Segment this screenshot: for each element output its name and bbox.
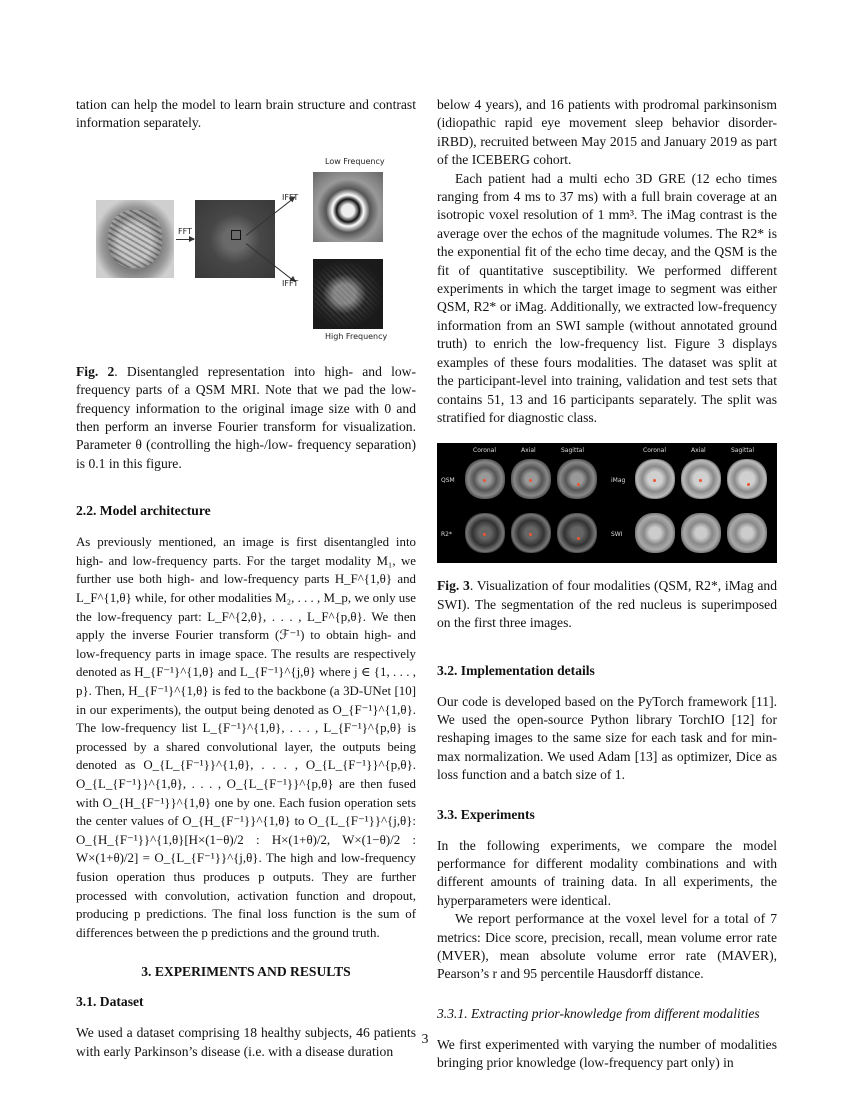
figure-2-caption	[76, 363, 416, 473]
col-header-sagittal-right: Sagittal	[731, 447, 755, 455]
low-frequency-box	[231, 230, 241, 240]
ifft-label-bottom: IFFT	[282, 278, 299, 288]
ifft-label-top: IFFT	[282, 192, 299, 202]
section-3-3-1-body: We first experimented with varying the number of modalities bringing prior knowledge (low-frequency part only) in	[437, 1036, 777, 1071]
section-3-2-heading: 3.2. Implementation details	[437, 662, 595, 678]
section-3-1-body: We used a dataset comprising 18 healthy subjects, 46 patients with early Parkinson’s disease (i.e. with a disease duration	[76, 1025, 416, 1059]
low-frequency-image	[313, 172, 383, 242]
right-column	[437, 96, 777, 1073]
col-header-coronal: Coronal	[473, 447, 497, 455]
section-3-1-heading: 3.1. Dataset	[76, 994, 144, 1010]
swi-axial-image	[681, 513, 721, 553]
dataset-paragraph-1: below 4 years), and 16 patients with prodromal parkinsonism (idiopathic rapid eye movement sleep behavior disorder-iRBD), recruited between May 2015 and January 2019 as part of the ICEBERG cohort.	[437, 97, 777, 168]
col-header-coronal-right: Coronal	[643, 447, 667, 455]
figure-3-caption	[437, 577, 777, 632]
section-2-2-body: As previously mentioned, an image is first disentangled into high- and low-frequency parts. For the target modality M₁, we further use both high- and low-frequency parts H_F^{1,θ} and L_F^{1,θ} while, for other modalities M₂, . . . , M_p, we only use the low-frequency part: L_F^{2,θ}, . . . , L_F^{p,θ}. We then apply the inverse Fourier transform (ℱ⁻¹) to obtain high- and low-frequency parts in image space. The results are respectively denoted as H_{F⁻¹}^{1,θ} and L_{F⁻¹}^{j,θ} where j ∈ {1, . . . , p}. Then, H_{F⁻¹}^{1,θ} is fed to the backbone (a 3D-UNet [10] in our experiments), the output being denoted as O_{F⁻¹}^{1,θ}. The low-frequency list L_{F⁻¹}^{1,θ}, . . . , L_{F⁻¹}^{p,θ} is processed by a shared convolutional layer, the outputs being denoted as O_{L_{F⁻¹}}^{1,θ}, . . . , O_{L_{F⁻¹}}^{p,θ}. O_{L_{F⁻¹}}^{1,θ}, . . . , O_{L_{F⁻¹}}^{p,θ} are then fused with O_{H_{F⁻¹}}^{1,θ} one by one. Each fusion operation sets the center values of O_{H_{F⁻¹}}^{1,θ} to O_{L_{F⁻¹}}^{j,θ}: O_{H_{F⁻¹}}^{1,θ}[H×(1−θ)/2 : H×(1+θ)/2, W×(1−θ)/2 : W×(1+θ)/2] = O_{L_{F⁻¹}}^{j,θ}. The high and low-frequency fusion operation thus produces p outputs. They are further processed with convolution, activation function and dropout, producing p predictions. The final loss function is the sum of differences between the p predictions and the ground truth.	[76, 535, 416, 940]
left-column	[76, 96, 416, 1061]
figure-3-caption-label: Fig. 3	[437, 578, 470, 594]
dataset-paragraph-2: Each patient had a multi echo 3D GRE (12 echo times ranging from 4 ms to 37 ms) with a full brain coverage at an isotropic voxel resolution of 1 mm³. The iMag contrast is the average over the echos of the magnitude volumes. The R2* is the exponential fit of the echo time decay, and the QSM is the fit of quantitative susceptibility. We performed different experiments in which the target image to segment was either QSM, R2* or iMag. Additionally, we extracted low-frequency information from an SWI sample (without annotated ground truth) to enrich the low-frequency list. Figure 3 displays examples of these fours modalities. The dataset was split at the participant-level into training, validation and test sets that contains 51, 13 and 16 participants separately. The split was stratified for diagnostic class.	[437, 170, 777, 425]
figure-3-right-panel	[607, 443, 777, 563]
qsm-sagittal-image	[557, 459, 597, 499]
intro-paragraph: tation can help the model to learn brain structure and contrast information separately.	[76, 97, 416, 131]
swi-sagittal-image	[727, 513, 767, 553]
col-header-sagittal: Sagittal	[561, 447, 585, 455]
figure-3-left-panel	[437, 443, 607, 563]
high-frequency-image	[313, 259, 383, 329]
qsm-axial-image	[511, 459, 551, 499]
row-label-imag: iMag	[611, 477, 626, 485]
fft-label: FFT	[178, 226, 192, 236]
figure-3	[437, 443, 777, 563]
page-number: 3	[421, 1031, 429, 1046]
section-3-2-body: Our code is developed based on the PyTorch framework [11]. We used the open-source Python library TorchIO [12] for reshaping images to the same size for each task and for min-max normalization. We used Adam [13] as optimizer, Dice as loss function and a batch size of 1.	[437, 693, 777, 783]
imag-coronal-image	[635, 459, 675, 499]
fft-arrow	[176, 239, 194, 240]
row-label-swi: SWI	[611, 531, 623, 539]
swi-coronal-image	[635, 513, 675, 553]
imag-sagittal-image	[727, 459, 767, 499]
section-3-heading: 3. EXPERIMENTS AND RESULTS	[141, 964, 351, 980]
low-frequency-label: Low Frequency	[325, 156, 385, 166]
col-header-axial-right: Axial	[691, 447, 706, 455]
r2-axial-image	[511, 513, 551, 553]
section-3-3-heading: 3.3. Experiments	[437, 806, 535, 822]
row-label-qsm: QSM	[441, 477, 455, 485]
qsm-image	[96, 200, 174, 278]
section-3-3-1-heading: 3.3.1. Extracting prior-knowledge from different modalities	[437, 1005, 760, 1021]
r2-sagittal-image	[557, 513, 597, 553]
figure-2-caption-label: Fig. 2	[76, 363, 115, 379]
section-3-3-paragraph-2: We report performance at the voxel level for a total of 7 metrics: Dice score, precision, recall, mean volume error rate (MVER), mean absolute volume error rate (MAVER), Pearson’s r and 95 percentile Hausdorff distance.	[437, 911, 777, 982]
imag-axial-image	[681, 459, 721, 499]
figure-3-caption-text: . Visualization of four modalities (QSM, R2*, iMag and SWI). The segmentation of the red nucleus is superimposed on the first three images.	[437, 578, 777, 631]
row-label-r2: R2*	[441, 531, 452, 539]
r2-coronal-image	[465, 513, 505, 553]
figure-2	[76, 151, 416, 341]
frequency-spectrum-image	[195, 200, 275, 278]
section-3-3-paragraph-1: In the following experiments, we compare the model performance for different modality combinations and with different amounts of training data. In all experiments, the hyperparameters were identical.	[437, 837, 777, 908]
section-2-2-heading: 2.2. Model architecture	[76, 503, 211, 519]
col-header-axial: Axial	[521, 447, 536, 455]
figure-2-caption-text: . Disentangled representation into high- and low-frequency parts of a QSM MRI. Note that we pad the low-frequency information to the original image size with 0 and then perform an inverse Fourier transform for visualization. Parameter θ (controlling the high-/low- frequency separation) is 0.1 in this figure.	[76, 363, 416, 471]
high-frequency-label: High Frequency	[325, 331, 388, 341]
qsm-coronal-image	[465, 459, 505, 499]
